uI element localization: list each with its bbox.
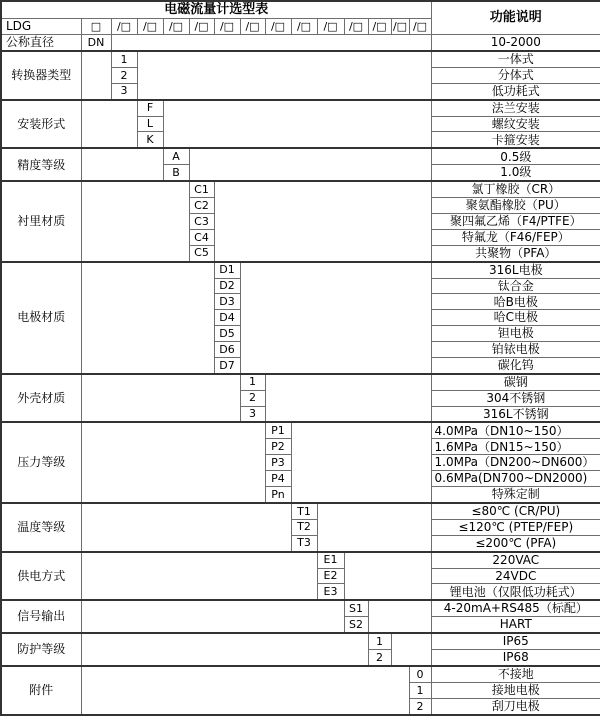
spacer-cell (214, 181, 431, 261)
slot-box: /□ (291, 19, 317, 35)
option-desc: ≤80℃ (CR/PU) (431, 503, 600, 519)
option-code: D2 (214, 278, 240, 294)
category-label: 衬里材质 (1, 181, 81, 261)
option-desc: 316L电极 (431, 262, 600, 278)
option-desc: 220VAC (431, 552, 600, 568)
slot-box: /□ (317, 19, 344, 35)
option-desc: 碳钢 (431, 374, 600, 390)
option-desc: 铂铱电极 (431, 341, 600, 357)
option-desc: 316L不锈钢 (431, 406, 600, 422)
option-desc: 24VDC (431, 568, 600, 584)
spacer-cell (291, 422, 431, 502)
option-code: B (163, 165, 189, 181)
option-desc: 法兰安装 (431, 100, 600, 116)
option-code: K (137, 132, 163, 148)
option-desc: 4-20mA+RS485（标配） (431, 600, 600, 616)
spacer-cell (189, 148, 431, 181)
option-desc: 哈B电极 (431, 294, 600, 310)
spacer-cell (81, 503, 291, 552)
category-label: 外壳材质 (1, 374, 81, 423)
dn-box: □ (81, 19, 111, 35)
option-desc: 4.0MPa（DN10~150） (431, 422, 600, 438)
option-code: L (137, 116, 163, 132)
category-label: 安装形式 (1, 100, 81, 149)
option-desc: 卡箍安装 (431, 132, 600, 148)
option-code: T3 (291, 535, 317, 551)
option-desc: 低功耗式 (431, 83, 600, 99)
slot-box: /□ (344, 19, 368, 35)
slot-box: /□ (214, 19, 240, 35)
category-label: 供电方式 (1, 552, 81, 601)
option-code: 3 (240, 406, 265, 422)
spacer-cell (81, 374, 240, 423)
option-desc: 聚四氟乙烯（F4/PTFE） (431, 214, 600, 230)
option-code: D7 (214, 357, 240, 373)
option-code: A (163, 148, 189, 164)
spacer-cell (137, 51, 431, 100)
option-code: 2 (240, 390, 265, 406)
option-code: P3 (265, 455, 291, 471)
option-desc: IP68 (431, 650, 600, 666)
spacer-cell (81, 100, 137, 149)
option-code: 3 (111, 83, 137, 99)
slot-box: /□ (163, 19, 189, 35)
diameter-label: 公称直径 (1, 35, 81, 51)
option-code: P4 (265, 471, 291, 487)
option-code: S1 (344, 600, 368, 616)
option-code: T1 (291, 503, 317, 519)
option-code: C2 (189, 198, 214, 214)
option-desc: 一体式 (431, 51, 600, 67)
option-desc: 锂电池（仅限低功耗式） (431, 584, 600, 600)
option-desc: 特殊定制 (431, 486, 600, 502)
spacer-cell (81, 181, 189, 261)
spacer-cell (81, 51, 111, 100)
option-desc: 钽电极 (431, 326, 600, 342)
option-code: 1 (409, 683, 431, 699)
spacer-cell (81, 422, 265, 502)
category-label: 信号输出 (1, 600, 81, 633)
option-desc: 哈C电极 (431, 310, 600, 326)
option-desc: 不接地 (431, 666, 600, 682)
option-desc: 0.5级 (431, 148, 600, 164)
slot-box: /□ (137, 19, 163, 35)
spacer-cell (81, 262, 214, 374)
option-desc: 刮刀电极 (431, 698, 600, 715)
diameter-desc: 10-2000 (431, 35, 600, 51)
option-code: E3 (317, 584, 344, 600)
option-code: C3 (189, 214, 214, 230)
spacer-cell (81, 666, 409, 715)
slot-box: /□ (240, 19, 265, 35)
option-code: Pn (265, 486, 291, 502)
option-code: P1 (265, 422, 291, 438)
function-header: 功能说明 (431, 1, 600, 35)
option-code: P2 (265, 439, 291, 455)
option-desc: ≤120℃ (PTEP/FEP) (431, 519, 600, 535)
option-desc: 螺纹安装 (431, 116, 600, 132)
option-code: F (137, 100, 163, 116)
option-code: S2 (344, 617, 368, 633)
spacer-cell (81, 148, 163, 181)
option-desc: HART (431, 617, 600, 633)
option-desc: 1.0MPa（DN200~DN600） (431, 455, 600, 471)
option-desc: 0.6MPa(DN700~DN2000) (431, 471, 600, 487)
option-desc: 特氟龙（F46/FEP） (431, 229, 600, 245)
option-code: C5 (189, 245, 214, 261)
option-code: 1 (368, 633, 391, 649)
page-title: 电磁流量计选型表 (1, 1, 431, 19)
option-code: E2 (317, 568, 344, 584)
category-label: 精度等级 (1, 148, 81, 181)
category-label: 压力等级 (1, 422, 81, 502)
option-code: D3 (214, 294, 240, 310)
spacer-cell (81, 633, 368, 666)
category-label: 防护等级 (1, 633, 81, 666)
option-code: D1 (214, 262, 240, 278)
slot-box: /□ (392, 19, 408, 33)
spacer-cell (265, 374, 431, 423)
option-code: 2 (409, 698, 431, 715)
category-label: 转换器类型 (1, 51, 81, 100)
category-label: 温度等级 (1, 503, 81, 552)
category-label: 附件 (1, 666, 81, 715)
spacer-cell (344, 552, 431, 601)
option-desc: 碳化钨 (431, 357, 600, 373)
option-code: D5 (214, 326, 240, 342)
slot-box: /□ (111, 19, 137, 35)
option-desc: 聚氨酯橡胶（PU） (431, 198, 600, 214)
option-code: 1 (111, 51, 137, 67)
option-desc: 氯丁橡胶（CR） (431, 181, 600, 197)
category-label: 电极材质 (1, 262, 81, 374)
spacer-cell (81, 552, 317, 601)
slot-box: /□ (368, 19, 391, 35)
option-desc: 1.6MPa（DN15~150） (431, 439, 600, 455)
option-code: 2 (368, 650, 391, 666)
diameter-code: DN (81, 35, 111, 51)
option-desc: ≤200℃ (PFA) (431, 535, 600, 551)
slot-box: /□ (265, 19, 291, 35)
spacer-cell (368, 600, 431, 633)
ldg-label: LDG (1, 19, 81, 35)
option-desc: 钛合金 (431, 278, 600, 294)
option-desc: 接地电极 (431, 683, 600, 699)
option-code: T2 (291, 519, 317, 535)
option-desc: IP65 (431, 633, 600, 649)
option-code: C4 (189, 229, 214, 245)
slot-box: /□ (409, 19, 431, 35)
spacer-cell (81, 600, 344, 633)
option-code: 0 (409, 666, 431, 682)
option-desc: 共聚物（PFA） (431, 245, 600, 261)
option-code: D4 (214, 310, 240, 326)
option-code: D6 (214, 341, 240, 357)
option-code: 2 (111, 67, 137, 83)
option-desc: 分体式 (431, 67, 600, 83)
option-code: C1 (189, 181, 214, 197)
option-desc: 304不锈钢 (431, 390, 600, 406)
spacer-cell (111, 35, 431, 51)
spacer-cell (240, 262, 431, 374)
spacer-cell (317, 503, 431, 552)
option-code: E1 (317, 552, 344, 568)
spacer-cell (391, 633, 431, 666)
option-desc: 1.0级 (431, 165, 600, 181)
spacer-cell (163, 100, 431, 149)
option-code: 1 (240, 374, 265, 390)
slot-box: /□ (189, 19, 214, 35)
